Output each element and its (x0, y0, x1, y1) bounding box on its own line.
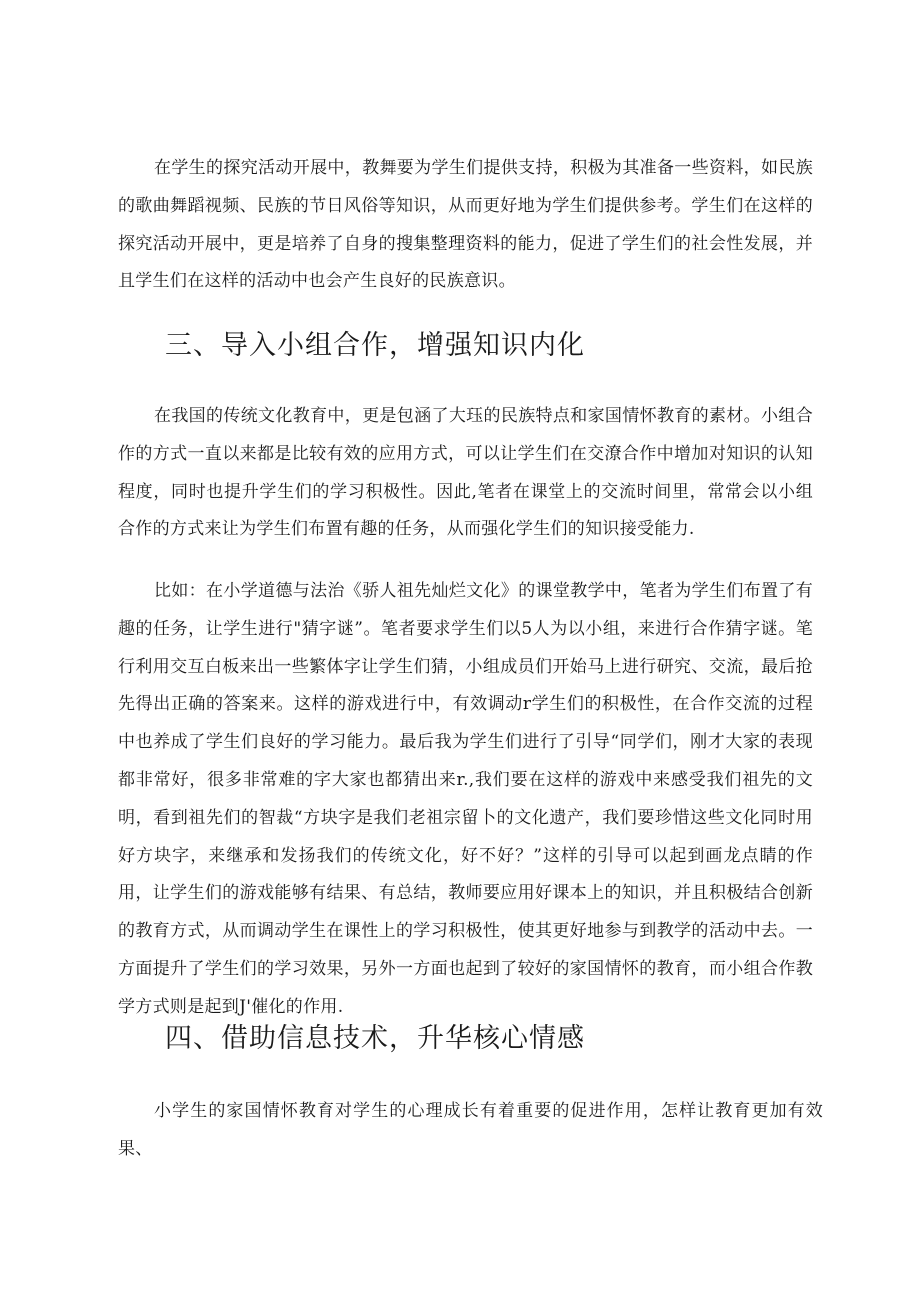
body-paragraph: 在学生的探究活动开展中，教舞要为学生们提供支持，积极为其准备一些资料，如民族的歌曲舞蹈视频、民族的节日风俗等知识，从而更好地为学生们提供参考。学生们在这样的探究活动开展中，更是培养了自身的搜集整理资料的能力，促进了学生们的社会性发展，并且学生们在这样的活动中也会产生良好的民族意识。 (118, 158, 813, 292)
section-heading-3: 三、导入小组合作，增强知识内化 (165, 330, 585, 361)
body-paragraph: 比如：在小学道德与法治《骄人祖先灿烂文化》的课堂教学中，笔者为学生们布置了有趣的任务，让学生进行"猜字谜”。笔者要求学生们以5人为以小组，来进行合作猜字谜。笔行利用交互白板来出一些繁体字让学生们猜，小组成员们开始马上进行研究、交流，最后抢先得出正确的答案来。这样的游戏进行中，有效调动r学生们的积极性，在合作交流的过程中也养成了学生们良好的学习能力。最后我为学生们进行了引导“同学们，刚才大家的表现都非常好，很多非常难的字大家也都猜出来r.,我们要在这样的游戏中来感受我们祖先的文明，看到祖先们的智裁“方块字是我们老祖宗留卜的文化遗产，我们要珍惜这些文化同时用好方块字，来继承和发扬我们的传统文化，好不好？”这样的引导可以起到画龙点睛的作用，让学生们的游戏能够有结果、有总结，教师要应用好课本上的知识，并且积极结合创新的教育方式，从而调动学生在课性上的学习积极性，使其更好地参与到教学的活动中去。一方面提升了学生们的学习效果，另外一方面也起到了较好的家国情怀的教育，而小组合作教学方式则是起到J'催化的作用. (118, 581, 813, 1017)
section-heading-4: 四、借助信息技术，升华核心情感 (165, 1023, 585, 1054)
body-paragraph: 小学生的家国情怀教育对学生的心理成长有着重要的促进作用，怎样让教育更加有效果、 (118, 1101, 823, 1159)
body-paragraph: 在我国的传统文化教育中，更是包涵了大珏的民族特点和家国情怀教育的素材。小组合作的方式一直以来都是比较有效的应用方式，可以让学生们在交潦合作中增加对知识的认知程度，同时也提升学生们的学习积极性。因此,笔者在课堂上的交流时间里，常常会以小组合作的方式来让为学生们布置有趣的任务，从而强化学生们的知识接受能力. (118, 406, 813, 540)
